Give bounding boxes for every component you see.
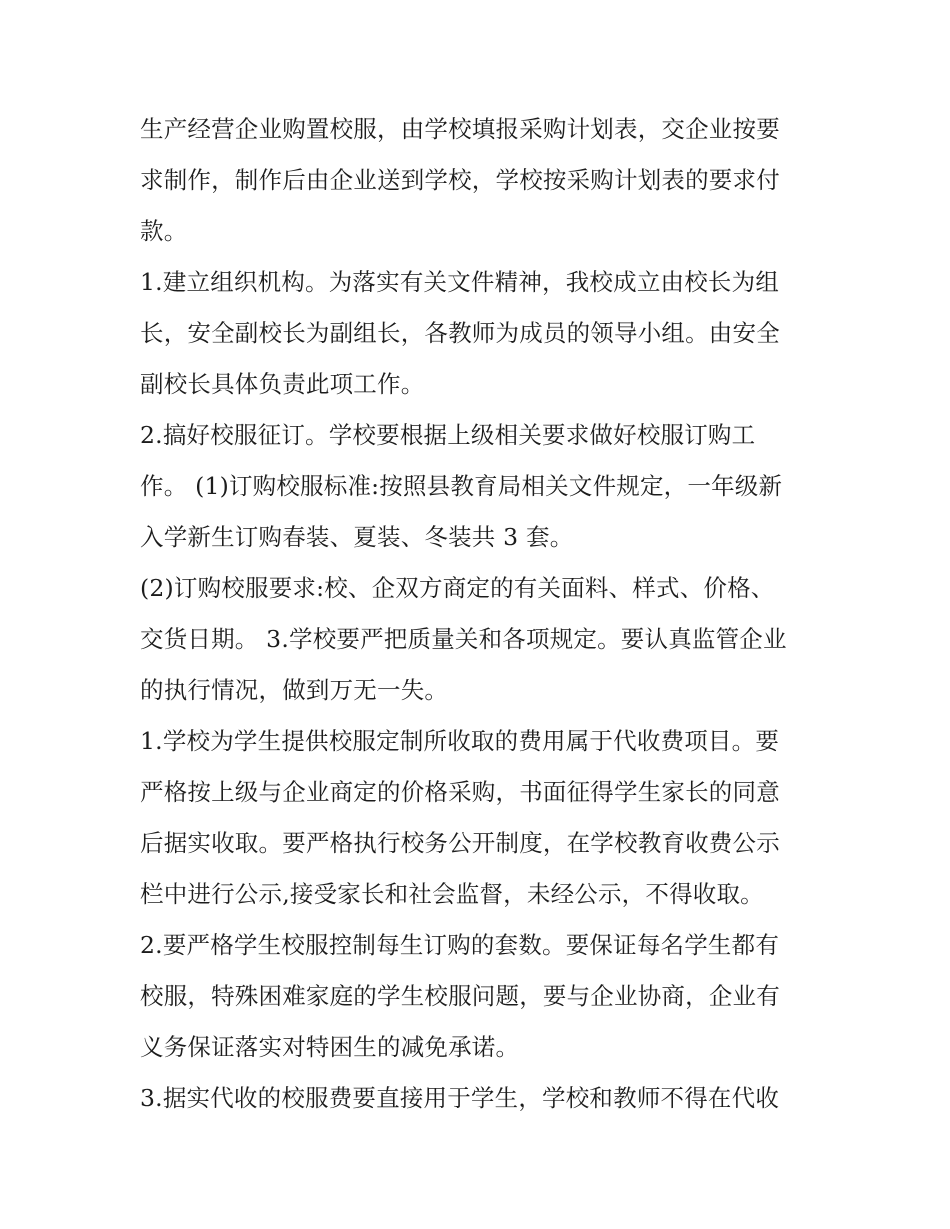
text-line: 款。 — [140, 217, 188, 245]
text-line: 求制作，制作后由企业送到学校，学校按采购计划表的要求付 — [140, 166, 780, 194]
text-line: 生产经营企业购置校服，由学校填报采购计划表，交企业按要 — [140, 115, 780, 143]
text-line: 3.据实代收的校服费要直接用于学生，学校和教师不得在代收 — [140, 1084, 780, 1112]
text-line: 2.搞好校服征订。学校要根据上级相关要求做好校服订购工 — [140, 421, 756, 449]
document-body — [140, 104, 830, 1124]
text-line: (2)订购校服要求:校、企双方商定的有关面料、样式、价格、 — [140, 574, 775, 602]
text-line: 的执行情况，做到万无一失。 — [140, 676, 449, 704]
text-line: 2.要严格学生校服控制每生订购的套数。要保证每名学生都有 — [140, 931, 780, 959]
text-line: 严格按上级与企业商定的价格采购，书面征得学生家长的同意 — [140, 778, 780, 806]
text-line: 副校长具体负责此项工作。 — [140, 370, 425, 398]
text-line: 后据实收取。要严格执行校务公开制度，在学校教育收费公示 — [140, 829, 780, 857]
text-line: 义务保证落实对特困生的减免承诺。 — [140, 1033, 520, 1061]
text-line: 长，安全副校长为副组长，各教师为成员的领导小组。由安全 — [140, 319, 780, 347]
text-line: 入学新生订购春装、夏装、冬装共 3 套。 — [140, 523, 574, 551]
text-line: 1.建立组织机构。为落实有关文件精神，我校成立由校长为组 — [140, 268, 780, 296]
text-line: 1.学校为学生提供校服定制所收取的费用属于代收费项目。要 — [140, 727, 780, 755]
text-line: 作。 (1)订购校服标准:按照县教育局相关文件规定，一年级新 — [140, 472, 783, 500]
text-line: 校服，特殊困难家庭的学生校服问题，要与企业协商，企业有 — [140, 982, 780, 1010]
text-line: 交货日期。 3.学校要严把质量关和各项规定。要认真监管企业 — [140, 625, 787, 653]
text-line: 栏中进行公示,接受家长和社会监督，未经公示，不得收取。 — [140, 880, 764, 908]
